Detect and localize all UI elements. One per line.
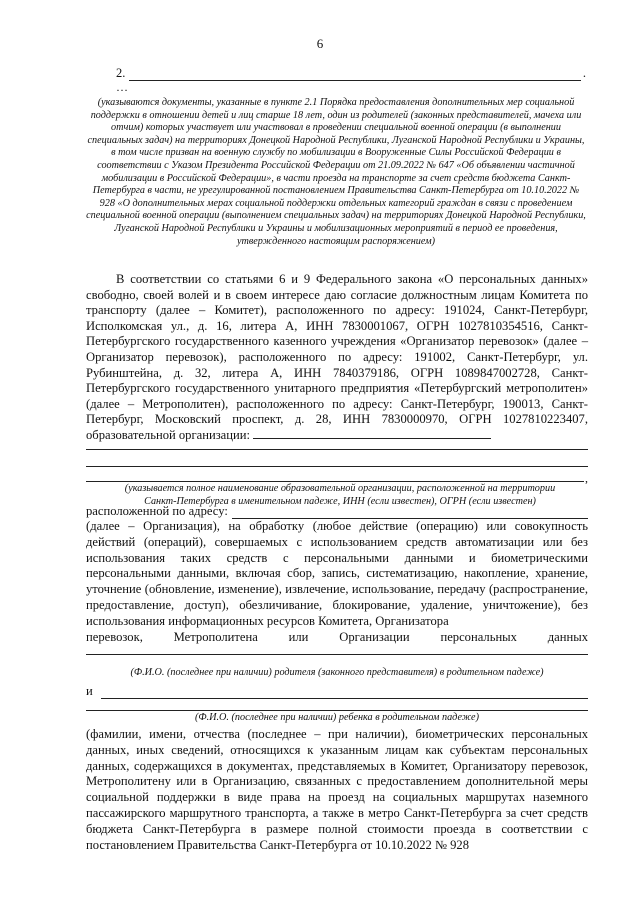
page-number: 6 <box>316 36 324 51</box>
address-fill-line <box>232 507 588 519</box>
personal-data-paragraph: (фамилии, имени, отчества (последнее – при наличии), биометрических персональных данных, иных сведений, относящихся к указанным лицам как субъектам персональных данных, содержащихся в документах, представляемых в Комитет, Организатору перевозок, Метрополитену или в Организацию, связанных с предоставлением дополнительной меры социальной поддержки в виде права на проезд на социальных маршрутах наземного пассажирского маршрутного транспорта, а также в метро Санкт-Петербурга за счет средств бюджета Санкт-Петербурга в размере полной стоимости проезда в соответствии с постановлением Правительства Санкт-Петербурга от 10.10.2022 № 928 <box>86 727 588 852</box>
child-name-line <box>86 710 588 711</box>
and-fill-line <box>101 687 588 699</box>
and-label: и <box>86 684 93 698</box>
consent-paragraph <box>86 272 588 444</box>
consent-text: В соответствии со статьями 6 и 9 Федерального закона «О персональных данных» свободно, своей волей и в своем интересе даю согласие должностным лицам Комитета по транспорту (далее – Комитет), расположенного по адресу: 191024, Санкт-Петербург, Исполкомская ул., д. 16, литера А, ИНН 7830001067, ОГРН 1027810354516, Санкт-Петербургского государственного казенного учреждения «Организатор перевозок» (далее – Организатор перевозок), расположенного по адресу: 191002, Санкт-Петербург, ул. Рубинштейна, д. 32, литера А, ИНН 7840379186, ОГРН 1089847002728, Санкт-Петербургского государственного унитарного предприятия «Петербургский метрополитен» (далее – Метрополитен), расположенного по адресу: Санкт-Петербург, 190013, Санкт-Петербург, Московский проспект, д. 28, ИНН 7830000970, ОГРН 1027810223407, образовательной организации: <box>86 272 588 442</box>
address-label: расположенной по адресу: <box>86 504 228 518</box>
parent-name-line <box>86 654 588 655</box>
item-end: . <box>582 66 586 80</box>
item-2-line <box>116 66 586 81</box>
item-number: 2. <box>116 66 126 80</box>
documents-note: (указываются документы, указанные в пункте 2.1 Порядка предоставления дополнительных мер социальной поддержки в отношении детей и лиц старше 18 лет, один из родителей (законных представителей, мачеха или отчим) которых участвует или участвовал в проведении специальной военной операции (в выполнении специальных задач) на территориях Донецкой Народной Республики, Луганской Народной Республики и Украины, в том числе призван на военную службу по мобилизации в Вооруженные Силы Российской Федерации в соответствии с Указом Президента Российской Федерации от 21.09.2022 № 647 «Об объявлении частичной мобилизации в Российской Федерации», в части проезда на транспорте за счет средств бюджета Санкт-Петербурга в части, не урегулированной постановлением Правительства Санкт-Петербурга от 10.10.2022 № 928 «О дополнительных мерах социальной поддержки отдельных категорий граждан в связи с проведением специальной военной операции (выполнением специальных задач) на территориях Донецкой Народной Республики, Луганской Народной Республики и Украины и мобилизационных мероприятий в период ее проведения, утвержденного настоящим распоряжением) <box>86 97 586 247</box>
child-name-note: (Ф.И.О. (последнее при наличии) ребенка в родительном падеже) <box>195 712 479 723</box>
processing-paragraph <box>86 519 588 645</box>
processing-text-last: перевозок, Метрополитена или Организации персональных данных <box>86 629 588 644</box>
address-line <box>86 504 588 519</box>
item-fill-line <box>129 68 581 81</box>
processing-text: (далее – Организация), на обработку (любое действие (операцию) или совокупность действий (операций), совершаемых с использованием средств автоматизации или без использования таких средств с персональными данными и биометрическими персональными данными, включая сбор, запись, систематизацию, накопление, хранение, уточнение (обновление, изменение), извлечение, использование, передачу (распространение, предоставление, доступ), обезличивание, блокирование, удаление, уничтожение), без использования информационных ресурсов Комитета, Организатора <box>86 519 588 628</box>
blank-line-3 <box>86 481 584 482</box>
organization-note: (указывается полное наименование образовательной организации, расположенной на территории Санкт-Петербурга в именительном падеже, ИНН (если известен), ОГРН (если известен) <box>124 483 556 507</box>
organization-fill-line <box>253 428 491 439</box>
blank-line-3-end: , <box>585 471 588 485</box>
ellipsis: … <box>116 80 128 94</box>
blank-line-1 <box>86 449 588 450</box>
blank-line-2 <box>86 466 588 467</box>
parent-name-note: (Ф.И.О. (последнее при наличии) родителя (законного представителя) в родительном падеже) <box>130 667 544 678</box>
and-line <box>86 684 588 699</box>
